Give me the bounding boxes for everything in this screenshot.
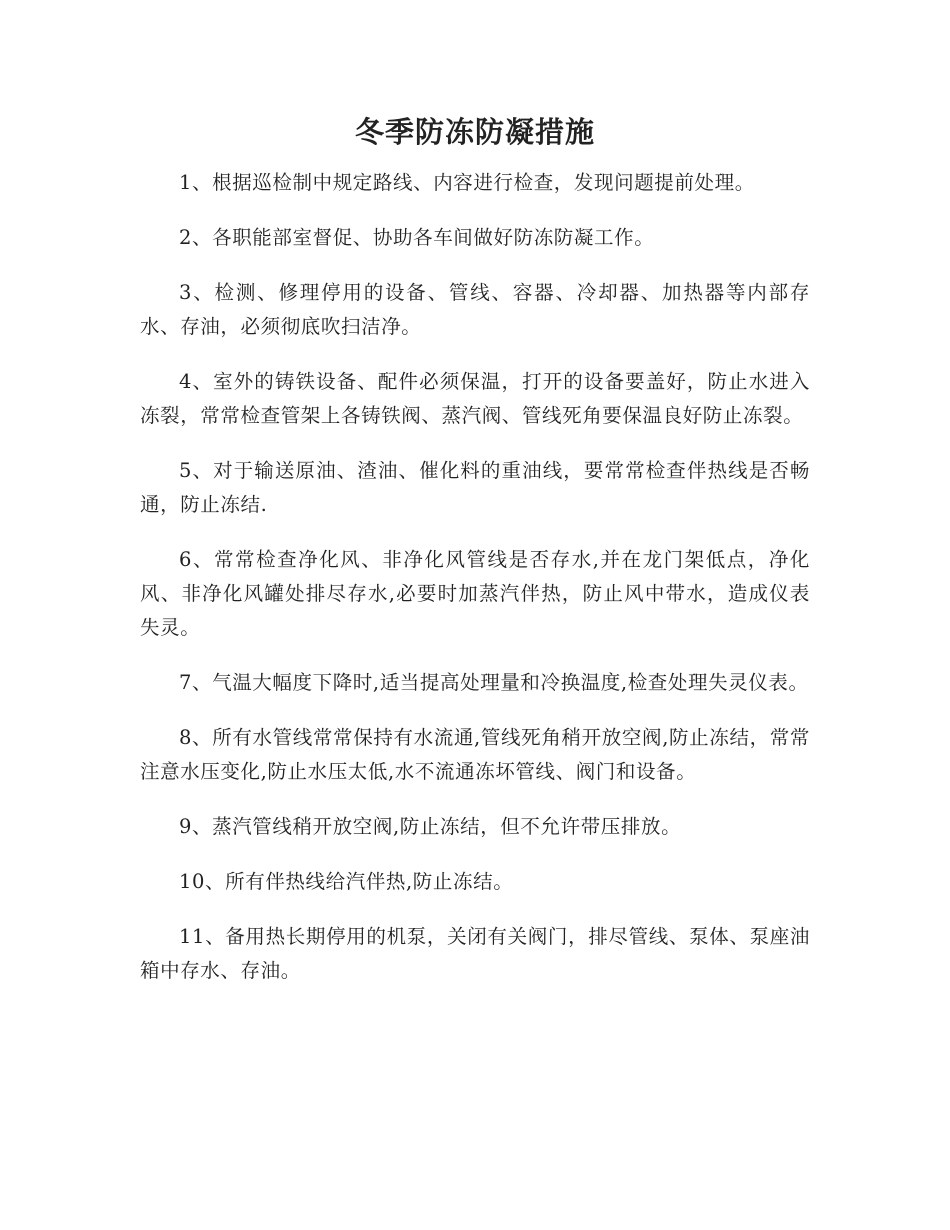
paragraph-3: 3、检测、修理停用的设备、管线、容器、冷却器、加热器等内部存水、存油，必须彻底吹扫洁净。 bbox=[140, 281, 810, 338]
paragraph-6: 6、常常检查净化风、非净化风管线是否存水,并在龙门架低点，净化风、非净化风罐处排尽存水,必要时加蒸汽伴热，防止风中带水，造成仪表失灵。 bbox=[140, 548, 810, 639]
paragraph-9: 9、蒸汽管线稍开放空阀,防止冻结，但不允许带压排放。 bbox=[179, 815, 682, 838]
paragraph-10: 10、所有伴热线给汽伴热,防止冻结。 bbox=[179, 870, 514, 893]
paragraph-11: 11、备用热长期停用的机泵，关闭有关阀门，排尽管线、泵体、泵座油箱中存水、存油。 bbox=[140, 925, 810, 982]
paragraph-2: 2、各职能部室督促、协助各车间做好防冻防凝工作。 bbox=[179, 226, 655, 249]
paragraph-7: 7、气温大幅度下降时,适当提高处理量和冷换温度,检查处理失灵仪表。 bbox=[179, 671, 809, 694]
paragraph-1: 1、根据巡检制中规定路线、内容进行检查，发现问题提前处理。 bbox=[179, 171, 755, 194]
paragraph-8: 8、所有水管线常常保持有水流通,管线死角稍开放空阀,防止冻结，常常注意水压变化,防止水压太低,水不流通冻坏管线、阀门和设备。 bbox=[140, 726, 810, 783]
paragraph-5: 5、对于输送原油、渣油、催化料的重油线，要常常检查伴热线是否畅通，防止冻结. bbox=[140, 459, 810, 516]
document-body bbox=[140, 166, 810, 1009]
document-title: 冬季防冻防凝措施 bbox=[354, 115, 595, 149]
paragraph-4: 4、室外的铸铁设备、配件必须保温，打开的设备要盖好，防止水进入冻裂，常常检查管架上各铸铁阀、蒸汽阀、管线死角要保温良好防止冻裂。 bbox=[140, 370, 810, 427]
